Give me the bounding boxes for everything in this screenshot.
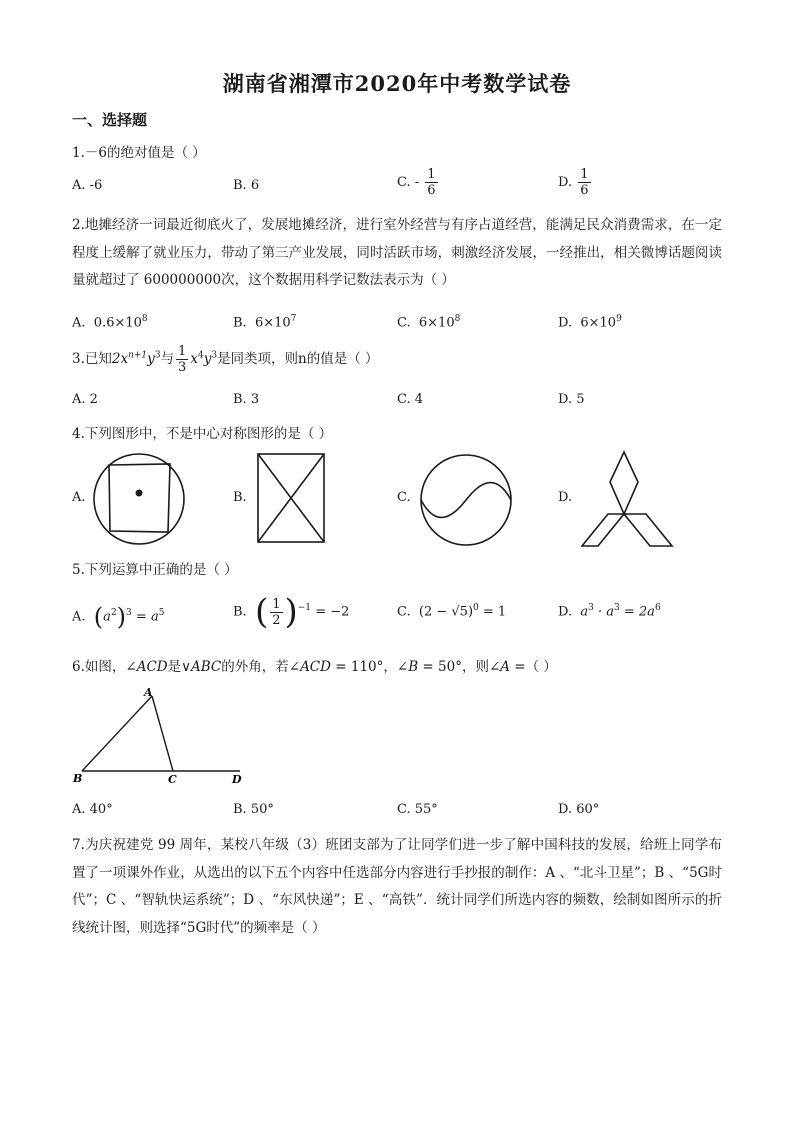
fraction-one-sixth — [578, 167, 590, 198]
opt-label: C. — [397, 604, 411, 620]
q6-end: =（ ） — [510, 659, 557, 675]
figure-square — [109, 464, 170, 532]
q5d-e3: 6 — [654, 603, 661, 613]
q4-option-b: B. — [233, 490, 247, 505]
label-b: B — [73, 772, 83, 785]
figure-rectangle-diagonals — [256, 452, 328, 546]
fraction-one-third — [176, 344, 188, 375]
q5a-outer-exp: 3 — [126, 608, 132, 619]
label-a: A — [144, 686, 153, 699]
figure-rhombus — [624, 514, 672, 546]
opt-label: B. — [233, 604, 247, 620]
q2-option-d — [558, 314, 622, 330]
question-5-stem: 5.下列运算中正确的是（ ） — [72, 562, 238, 578]
figure-center-dot — [136, 490, 143, 497]
figure-circle-sine — [418, 452, 514, 548]
q6-option-a: A. 40° — [72, 802, 113, 817]
q5-option-c — [397, 603, 506, 619]
q3-term2-xexp: 4 — [197, 350, 204, 361]
opt-label: A. — [72, 609, 86, 625]
q3-term1-exp: n+1 — [128, 350, 148, 361]
fraction-one-half — [270, 597, 282, 628]
q6-val1: = 110°，∠ — [330, 659, 409, 675]
fraction-one-sixth — [425, 167, 437, 198]
q3-option-c: C. 4 — [397, 392, 424, 407]
q5d-e2: 3 — [614, 603, 620, 613]
opt-base: 0.6×10 — [93, 315, 142, 331]
q5d-lhs: a — [580, 604, 589, 620]
q4-option-c: C. — [397, 490, 411, 505]
question-3-stem — [72, 344, 379, 375]
frac-num: 1 — [580, 167, 589, 182]
frac-den: 2 — [272, 612, 281, 628]
q3-suffix: 是同类项，则n的值是（ ） — [217, 351, 379, 367]
q2-option-b — [233, 314, 296, 330]
q3-term2-yexp: 3 — [211, 350, 218, 361]
q1-option-c-label: C. - — [397, 175, 420, 190]
q5d-e1: 3 — [588, 603, 594, 613]
frac-num: 1 — [272, 596, 281, 612]
q4-option-a: A. — [72, 490, 86, 505]
q3-option-a: A. 2 — [72, 392, 98, 407]
q5b-rhs: = −2 — [315, 604, 350, 620]
opt-base: 6×10 — [254, 315, 291, 331]
frac-den: 6 — [427, 183, 436, 198]
q1-option-b: B. 6 — [233, 178, 260, 193]
q3-option-b: B. 3 — [233, 392, 260, 407]
q6-triangle: ∨ABC — [181, 659, 222, 675]
q6-acd: ACD — [136, 659, 168, 675]
right-paren-icon: ) — [284, 592, 298, 632]
q6-a: A — [500, 659, 511, 675]
q5c-expr: (2 − √5) — [418, 604, 474, 620]
q5a-base: a — [103, 609, 111, 625]
opt-label: D. — [558, 315, 573, 331]
q3-prefix: 3.已知 — [72, 351, 112, 367]
left-paren-icon: ( — [93, 603, 104, 631]
figure-s-curve — [421, 483, 511, 518]
opt-exp: 8 — [141, 314, 148, 324]
q4-option-d: D. — [558, 490, 573, 505]
q6-option-d: D. 60° — [558, 802, 600, 817]
q5-option-d — [558, 603, 661, 619]
q5-option-a — [72, 603, 164, 631]
q2-option-c — [397, 314, 460, 330]
q3-term1: 2x — [111, 351, 129, 367]
figure-triangle-exterior-angle — [72, 686, 252, 786]
left-paren-icon: ( — [254, 592, 269, 632]
q5c-rhs: = 1 — [482, 604, 507, 620]
q3-term1-yexp: 3 — [154, 350, 161, 361]
question-7-stem: 7.为庆祝建党 99 周年，某校八年级（3）班团支部为了让同学们进一步了解中国科技的发展，给班上同学布置了一项课外作业，从选出的以下五个内容中任选部分内容进行手抄报的制作：A 、“北斗卫星”；B 、“5G时代”；C 、“智轨快运系统”；D 、“东风快递”；E 、“高铁”．统计同学们所选内容的频数，绘制如图所示的折线统计图，则选择“5G时代”的频率是（ ） — [72, 837, 722, 936]
q6-val2: = 50°，则∠ — [418, 659, 501, 675]
q6-option-c: C. 55° — [397, 802, 438, 817]
q5-option-b — [233, 592, 349, 632]
q6-b: B — [408, 659, 419, 675]
right-paren-icon: ) — [116, 603, 127, 631]
q3-yu: 与 — [160, 351, 175, 367]
q2-option-a — [72, 314, 148, 330]
q3-term2-y: y — [203, 351, 212, 367]
question-1-stem: 1.－6的绝对值是（ ） — [72, 145, 206, 161]
q5a-rhs-exp: 5 — [158, 608, 165, 619]
label-c: C — [168, 773, 177, 786]
question-2-stem: 2.地摊经济一词最近彻底火了，发展地摊经济，进行室外经营与有序占道经营，能满足民众消费需求，在一定程度上缓解了就业压力，带动了第三产业发展，同时活跃市场，刺激经济发展，一经推出，相关微博话题阅读量就超过了 600000000次，这个数据用科学记数法表示为（ ） — [72, 217, 722, 288]
q5b-exp: −1 — [297, 603, 312, 614]
opt-label: C. — [397, 315, 411, 331]
q1-option-d-label: D. — [558, 175, 573, 190]
section-heading: 一、选择题 — [72, 111, 148, 129]
figure-rhombus — [610, 452, 638, 514]
figure-circle-square — [92, 452, 186, 546]
q5a-rhs: = a — [135, 609, 159, 625]
opt-label: B. — [233, 315, 247, 331]
opt-exp: 7 — [290, 314, 297, 324]
opt-label: A. — [72, 315, 86, 331]
frac-den: 3 — [178, 360, 187, 375]
q5d-rhs: = 2a — [619, 604, 655, 620]
opt-exp: 8 — [454, 314, 461, 324]
segment-ab — [82, 696, 152, 771]
q3-term1-y: y — [147, 351, 155, 367]
q6-prefix: 6.如图，∠ — [72, 659, 137, 675]
q5d-dot: · a — [593, 604, 615, 620]
opt-label: D. — [558, 604, 573, 620]
q6-acd2: ACD — [300, 659, 331, 675]
figure-rhombus — [582, 514, 624, 546]
label-d: D — [232, 773, 242, 786]
q1-option-c — [397, 167, 440, 198]
frac-num: 1 — [178, 344, 187, 359]
frac-den: 6 — [580, 183, 589, 198]
q5a-inner-exp: 2 — [110, 608, 117, 619]
q5c-exp: 0 — [473, 603, 479, 613]
opt-base: 6×10 — [418, 315, 455, 331]
opt-base: 6×10 — [580, 315, 617, 331]
page-title: 湖南省湘潭市2020年中考数学试卷 — [222, 71, 572, 96]
segment-ac — [152, 696, 173, 771]
q6-mid2: 的外角，若∠ — [221, 659, 301, 675]
q3-term2-x: x — [190, 351, 198, 367]
question-6-stem — [72, 655, 557, 675]
q3-option-d: D. 5 — [558, 392, 585, 407]
q6-option-b: B. 50° — [233, 802, 274, 817]
q1-option-d — [558, 167, 593, 198]
opt-exp: 9 — [616, 314, 622, 324]
figure-three-rhombi — [578, 452, 678, 548]
frac-num: 1 — [427, 167, 436, 182]
question-4-stem: 4.下列图形中，不是中心对称图形的是（ ） — [72, 426, 333, 442]
q6-mid1: 是 — [167, 659, 182, 675]
q1-option-a: A. -6 — [72, 178, 103, 193]
